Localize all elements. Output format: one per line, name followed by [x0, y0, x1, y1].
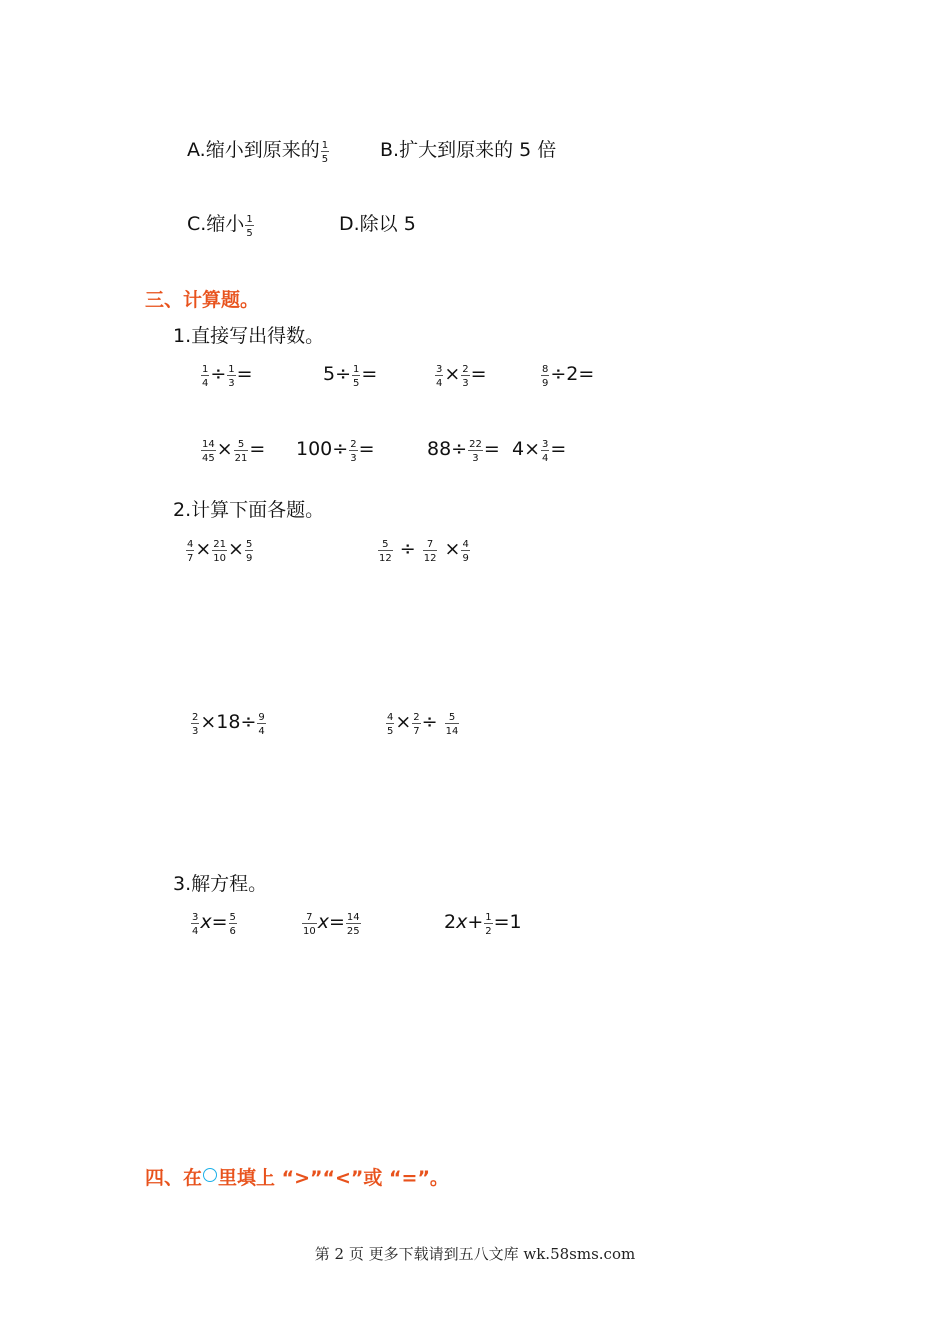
- fraction-denominator: 9: [462, 553, 469, 564]
- fraction-denominator: 4: [192, 926, 199, 937]
- fraction-numerator: 14: [346, 912, 360, 923]
- fraction-numerator: 7: [423, 539, 438, 551]
- fraction-numerator: 5: [445, 712, 460, 724]
- fraction-numerator: 2: [350, 439, 357, 450]
- fraction-denominator: 4: [436, 378, 443, 389]
- section-4-title: 四、在 里填上 “>”“<”或 “=”。: [145, 1167, 449, 1189]
- fraction-numerator: 5: [229, 912, 236, 923]
- fraction-numerator: 2: [192, 712, 199, 723]
- fraction-numerator: 2: [413, 712, 420, 723]
- q3-e3: 2x+ $\frac{1}{2}$ =1: [444, 911, 522, 937]
- fraction-numerator: 22: [469, 439, 482, 450]
- fraction-denominator: 5: [246, 228, 253, 239]
- q1-r2-e3: 88÷ $\frac{22}{3}$ =: [427, 438, 500, 464]
- fraction-numerator: 7: [302, 912, 317, 924]
- page-footer: 第 2 页 更多下载请到五八文库 wk.58sms.com: [314, 1245, 636, 1263]
- fraction: [227, 364, 235, 389]
- fraction: [245, 214, 253, 239]
- q3-e1: $\frac{3}{4}$ x= $\frac{5}{6}$: [192, 911, 236, 937]
- fraction-numerator: 3: [192, 912, 199, 923]
- fraction-numerator: 3: [542, 439, 549, 450]
- q2-e4: $\frac{4}{5}$ × $\frac{2}{7}$ ÷ $\frac{5}{14}$: [387, 711, 459, 737]
- fraction: [349, 439, 357, 464]
- fraction-numerator: 5: [245, 539, 253, 550]
- fraction: [423, 539, 438, 564]
- fraction-denominator: 45: [202, 453, 215, 464]
- fraction: [212, 539, 227, 564]
- fraction-denominator: 4: [542, 453, 549, 464]
- fraction-numerator: 8: [542, 364, 549, 375]
- circle-icon: [203, 1168, 217, 1182]
- fraction-denominator: 3: [350, 453, 357, 464]
- fraction-denominator: 3: [228, 378, 235, 389]
- fraction-denominator: 7: [187, 553, 194, 564]
- fraction: [386, 712, 394, 737]
- q1-title: 1.直接写出得数。: [173, 325, 325, 347]
- fraction-denominator: 21: [234, 453, 248, 464]
- fraction-numerator: 1: [246, 214, 253, 225]
- fraction-numerator: 4: [387, 712, 394, 723]
- fraction-numerator: 14: [202, 439, 215, 450]
- fraction: [484, 912, 492, 937]
- fraction-denominator: 7: [413, 726, 420, 737]
- q2-e1: $\frac{4}{7}$ × $\frac{21}{10}$ × $\frac{5}{9}$: [187, 538, 253, 564]
- fraction-numerator: 1: [202, 364, 209, 375]
- fraction-denominator: 12: [423, 553, 437, 564]
- q1-r1-e3: $\frac{3}{4}$ × $\frac{2}{3}$ =: [436, 363, 487, 389]
- option-d-label: D.除以 5: [339, 213, 416, 235]
- fraction: [245, 539, 253, 564]
- fraction: [461, 539, 469, 564]
- q3-title: 3.解方程。: [173, 873, 268, 895]
- fraction-denominator: 5: [321, 154, 329, 165]
- q2-e3: $\frac{2}{3}$ ×18÷ $\frac{9}{4}$: [192, 711, 265, 737]
- q1-r2-e2: 100÷ $\frac{2}{3}$ =: [296, 438, 375, 464]
- fraction: [461, 364, 469, 389]
- option-d: [339, 212, 416, 236]
- fraction-denominator: 3: [192, 726, 199, 737]
- q1-r1-e2: 5÷ $\frac{1}{5}$ =: [323, 363, 378, 389]
- section-3-title: 三、计算题。: [145, 289, 260, 311]
- option-a-label: A.缩小到原来的: [187, 139, 320, 161]
- option-b: [380, 138, 556, 162]
- fraction-numerator: 9: [258, 712, 265, 723]
- option-b-label: B.扩大到原来的 5 倍: [380, 139, 557, 161]
- fraction-denominator: 14: [445, 726, 459, 737]
- q2-title: 2.计算下面各题。: [173, 499, 325, 521]
- fraction: [445, 712, 460, 737]
- fraction: [201, 439, 216, 464]
- fraction-numerator: 1: [485, 912, 492, 923]
- fraction: [352, 364, 360, 389]
- fraction: [201, 364, 209, 389]
- fraction-numerator: 3: [436, 364, 443, 375]
- fraction: [346, 912, 361, 937]
- fraction-denominator: 5: [387, 726, 394, 737]
- fraction-numerator: 21: [213, 539, 227, 550]
- fraction-numerator: 1: [321, 140, 329, 151]
- fraction-denominator: 4: [258, 726, 265, 737]
- fraction-denominator: 2: [485, 926, 492, 937]
- fraction: [186, 539, 194, 564]
- fraction: [191, 912, 199, 937]
- fraction: [234, 439, 249, 464]
- fraction: [541, 364, 549, 389]
- fraction-denominator: 12: [379, 553, 392, 564]
- fraction-numerator: 4: [187, 539, 194, 550]
- q3-e2: $\frac{7}{10}$ x= $\frac{14}{25}$: [303, 911, 360, 937]
- fraction-numerator: 4: [462, 539, 469, 550]
- fraction-denominator: 9: [245, 553, 253, 564]
- option-a: [187, 138, 330, 163]
- fraction-numerator: 1: [353, 364, 360, 375]
- option-c: [187, 212, 255, 237]
- fraction-denominator: 3: [472, 453, 479, 464]
- fraction-denominator: 4: [202, 378, 209, 389]
- option-c-label: C.缩小: [187, 213, 245, 235]
- fraction: [302, 912, 317, 937]
- fraction: [412, 712, 420, 737]
- fraction-denominator: 3: [462, 378, 469, 389]
- q1-r1-e4: $\frac{8}{9}$ ÷2=: [542, 363, 595, 389]
- fraction: [378, 539, 393, 564]
- fraction-numerator: 5: [378, 539, 393, 551]
- fraction: [321, 140, 329, 165]
- fraction: [468, 439, 483, 464]
- q2-e2: $\frac{5}{12}$ ÷ $\frac{7}{12}$ × $\frac{4}{9}$: [379, 538, 469, 564]
- q1-r2-e1: $\frac{14}{45}$ × $\frac{5}{21}$ =: [202, 438, 266, 464]
- q1-r2-e4: 4× $\frac{3}{4}$ =: [512, 438, 567, 464]
- fraction-denominator: 10: [213, 553, 227, 564]
- fraction-denominator: 9: [542, 378, 549, 389]
- fraction-denominator: 5: [353, 378, 360, 389]
- fraction-numerator: 2: [462, 364, 469, 375]
- fraction: [435, 364, 443, 389]
- fraction-numerator: 5: [234, 439, 249, 451]
- fraction: [257, 712, 265, 737]
- fraction: [541, 439, 549, 464]
- fraction-denominator: 25: [346, 926, 360, 937]
- fraction: [229, 912, 237, 937]
- fraction: [191, 712, 199, 737]
- q1-r1-e1: $\frac{1}{4}$ ÷ $\frac{1}{3}$ =: [202, 363, 253, 389]
- fraction-denominator: 10: [303, 926, 316, 937]
- fraction-denominator: 6: [229, 926, 236, 937]
- fraction-numerator: 1: [228, 364, 235, 375]
